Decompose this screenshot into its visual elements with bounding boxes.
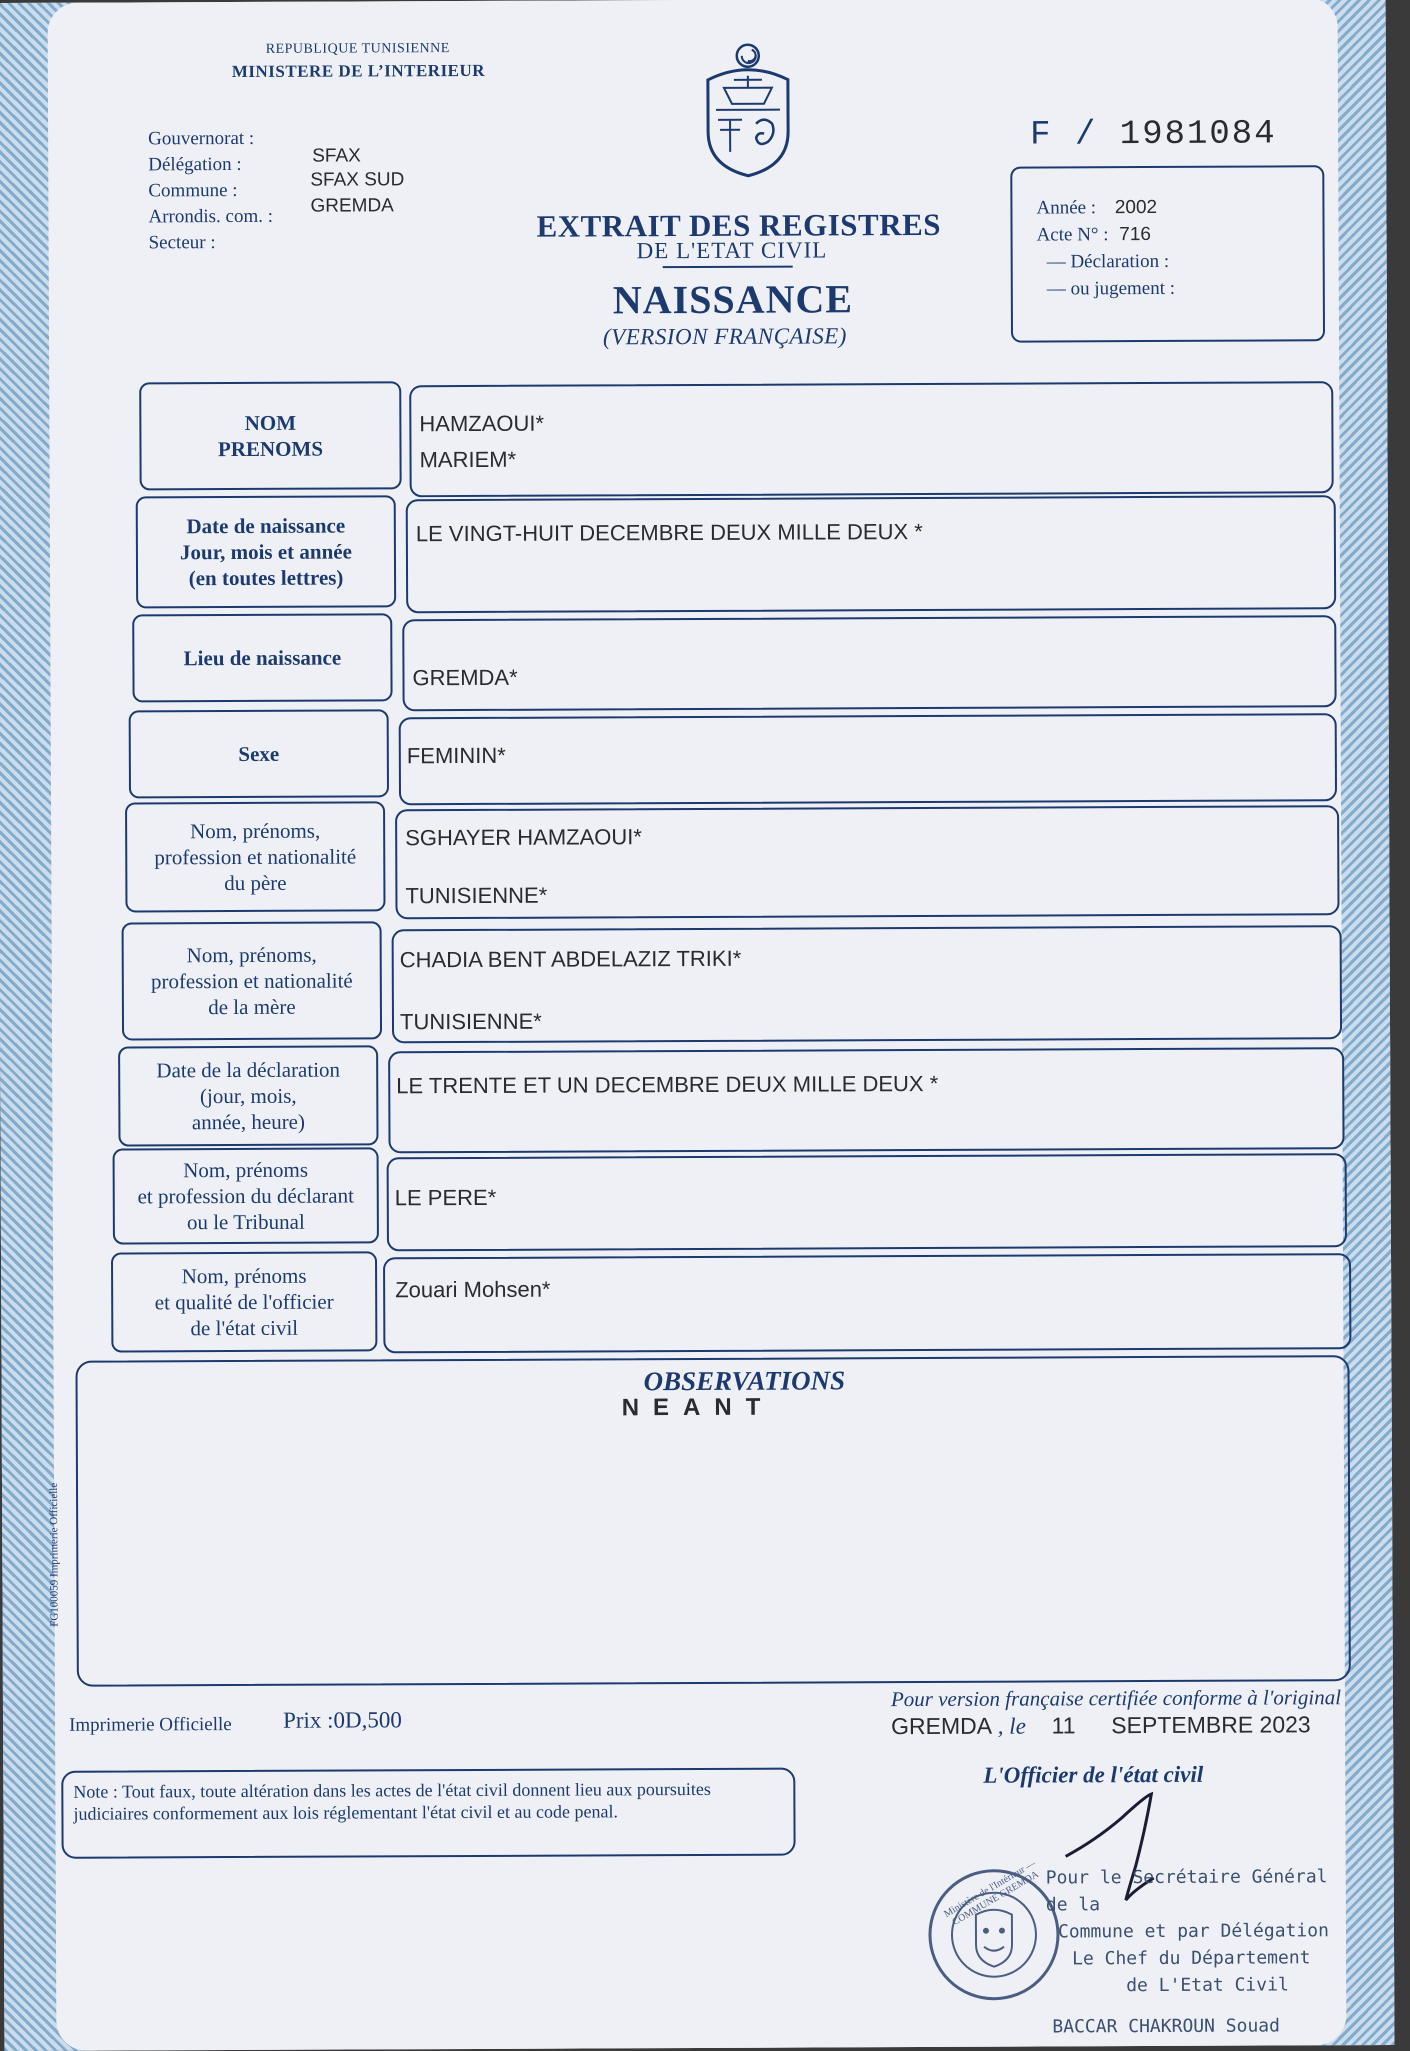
value-officier-text: Zouari Mohsen*	[395, 1276, 551, 1303]
place-date	[891, 1711, 1311, 1740]
reference-box	[1010, 165, 1325, 342]
stamp-block	[1046, 1863, 1347, 2040]
label-officier-text: Nom, prénoms et qualité de l'officier de l'état civil	[154, 1263, 334, 1341]
label-secteur: Secteur :	[148, 232, 216, 254]
price-label: Prix :0D,500	[282, 1707, 402, 1733]
value-lieu-naissance-text: GREMDA*	[412, 664, 518, 691]
act-row	[1037, 221, 1152, 248]
label-delegation: Délégation :	[148, 153, 242, 176]
serial-prefix: F /	[1030, 116, 1098, 155]
document-type: NAISSANCE	[612, 276, 854, 323]
value-pere	[395, 805, 1339, 919]
value-sexe-text: FEMININ*	[406, 742, 506, 769]
act-label: Acte N° :	[1036, 224, 1109, 246]
label-lieu-naissance-text: Lieu de naissance	[183, 645, 342, 671]
declaration-label: — Déclaration :	[1046, 250, 1170, 273]
observations-text: NEANT	[621, 1393, 775, 1422]
value-gouvernorat: SFAX	[312, 145, 361, 167]
document-subtitle: DE L'ETAT CIVIL	[636, 237, 828, 264]
observations-title: OBSERVATIONS	[643, 1365, 846, 1397]
label-lieu-naissance	[132, 613, 392, 702]
act-value: 716	[1119, 224, 1152, 246]
value-mere-nom: CHADIA BENT ABDELAZIZ TRIKI*	[399, 945, 742, 973]
label-date-naissance-text	[180, 512, 352, 591]
stamp-line-3: Le Chef du Département	[1072, 1947, 1311, 1970]
value-mere	[392, 925, 1342, 1043]
side-print-code: FG100059 Imprimerie Officielle	[47, 1482, 61, 1627]
label-nom-prenoms-text: NOM PRENOMS	[217, 410, 324, 462]
value-date-naissance-text: LE VINGT-HUIT DECEMBRE DEUX MILLE DEUX *	[415, 519, 923, 547]
document-paper	[48, 0, 1347, 2051]
label-date-naissance	[136, 495, 396, 608]
value-lieu-naissance	[402, 615, 1336, 711]
label-sexe-text: Sexe	[238, 741, 280, 766]
value-officier	[383, 1253, 1351, 1353]
stamp-line-5: BACCAR CHAKROUN Souad	[1052, 2015, 1281, 2038]
ministry-label: MINISTERE DE L’INTERIEUR	[231, 60, 486, 82]
value-mere-nationalite: TUNISIENNE*	[399, 1008, 542, 1035]
certified-text: Pour version française certifiée conforme à l'original	[890, 1685, 1342, 1712]
value-pere-nationalite: TUNISIENNE*	[405, 882, 548, 909]
serial-number	[1030, 115, 1277, 154]
officer-title: L'Officier de l'état civil	[983, 1761, 1204, 1788]
label-sexe	[129, 709, 389, 798]
label-commune: Commune :	[148, 179, 238, 202]
day-value: 11	[1051, 1712, 1076, 1739]
value-commune: GREMDA	[310, 195, 394, 217]
value-sexe	[399, 713, 1337, 805]
year-value: 2002	[1114, 196, 1158, 219]
value-date-declaration-text: LE TRENTE ET UN DECEMBRE DEUX MILLE DEUX *	[396, 1070, 939, 1099]
le-label: , le	[997, 1713, 1026, 1739]
label-date-declaration	[118, 1045, 378, 1146]
value-declarant-text: LE PERE*	[394, 1184, 497, 1211]
seal-text: Ministère de l'Intérieur — COMMUNE GREMDA	[942, 1857, 1041, 1928]
printer-label: Imprimerie Officielle	[69, 1714, 232, 1736]
value-date-naissance	[406, 495, 1336, 613]
value-declarant	[387, 1153, 1347, 1251]
label-mere	[122, 921, 383, 1040]
stamp-line-4: de L'Etat Civil	[1126, 1974, 1289, 1997]
admin-labels	[148, 126, 273, 257]
label-mere-text: Nom, prénoms, profession et nationalité de la mère	[150, 942, 353, 1020]
label-declarant-text: Nom, prénoms et profession du déclarant ou le Tribunal	[137, 1157, 354, 1235]
month-year-value: SEPTEMBRE 2023	[1111, 1711, 1311, 1739]
coat-of-arms-icon	[694, 40, 803, 180]
republic-label: REPUBLIQUE TUNISIENNE	[265, 41, 450, 57]
year-row	[1036, 194, 1157, 222]
value-delegation: SFAX SUD	[310, 169, 405, 191]
label-arrondissement: Arrondis. com. :	[148, 205, 274, 228]
value-nom: HAMZAOUI*	[419, 410, 545, 437]
legal-note-text: Note : Tout faux, toute altération dans les actes de l'état civil donnent lieu aux poursuites judiciaires conformement aux lois réglementant l'état civil et au code penal.	[73, 1778, 711, 1824]
stamp-line-2: Commune et par Délégation	[1057, 1920, 1329, 1943]
label-gouvernorat: Gouvernorat :	[148, 127, 255, 150]
legal-note-box	[61, 1768, 795, 1859]
label-date-declaration-text: Date de la déclaration (jour, mois, année, heure)	[156, 1057, 341, 1135]
document-title: EXTRAIT DES REGISTRES	[536, 206, 942, 244]
jugement-label: — ou jugement :	[1046, 277, 1176, 300]
serial-value: 1981084	[1119, 115, 1277, 155]
label-date-naissance-bind: Date de naissance Jour, mois et année (en toutes lettres)	[179, 513, 352, 591]
label-pere-text: Nom, prénoms, profession et nationalité du père	[154, 818, 357, 896]
year-label: Année :	[1036, 197, 1097, 219]
stamp-line-1: Pour le Secrétaire Général de la	[1045, 1866, 1328, 1916]
label-declarant	[113, 1147, 379, 1244]
place-value: GREMDA	[891, 1712, 993, 1740]
value-pere-nom: SGHAYER HAMZAOUI*	[405, 824, 642, 851]
value-nom-prenoms	[409, 381, 1333, 497]
title-divider	[663, 266, 793, 269]
observations-box	[75, 1355, 1350, 1687]
label-nom-prenoms	[139, 381, 401, 490]
document-version: (VERSION FRANÇAISE)	[602, 323, 847, 350]
label-officier	[111, 1251, 377, 1352]
value-prenom: MARIEM*	[419, 446, 517, 473]
value-date-declaration	[388, 1047, 1344, 1153]
label-pere	[125, 801, 385, 912]
